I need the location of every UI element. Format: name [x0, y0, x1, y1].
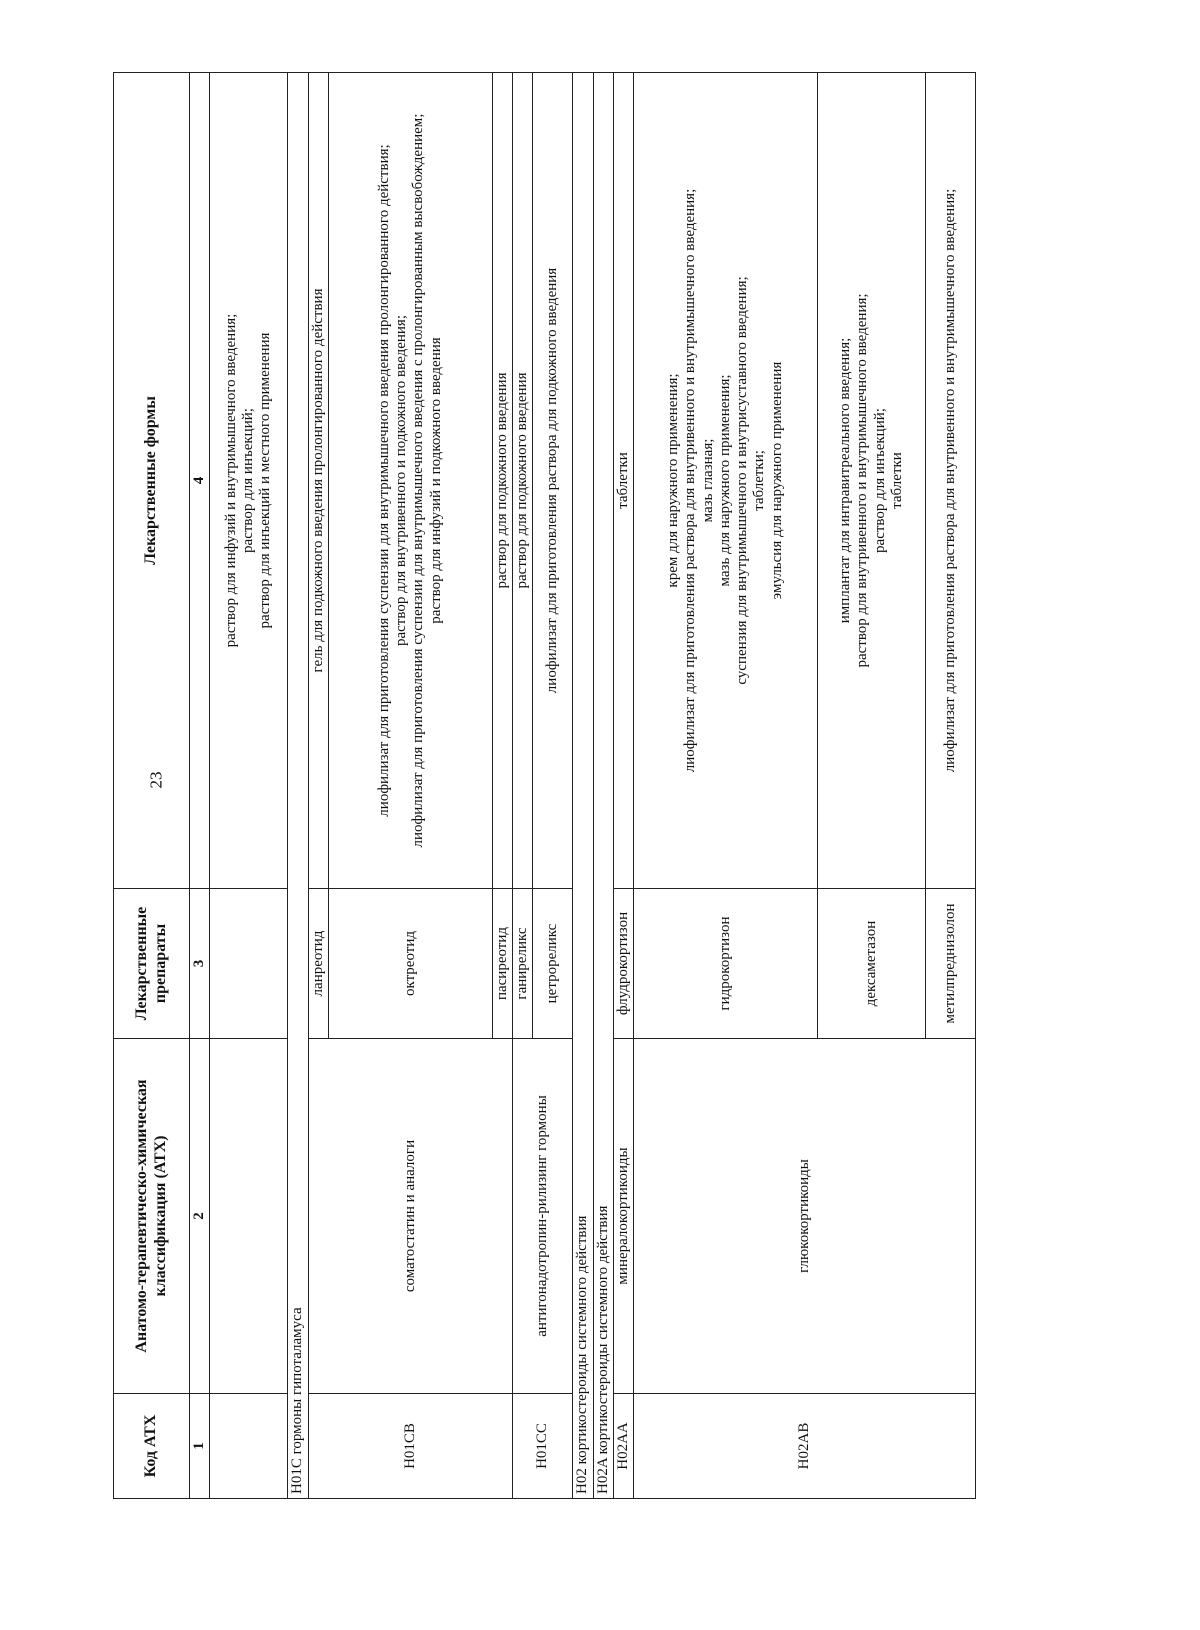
atc-table-sheet	[113, 73, 973, 1499]
table-row	[210, 73, 288, 1499]
atc-class: глюкокортикоиды	[634, 1039, 976, 1394]
col-number-4: 4	[190, 73, 210, 889]
atc-table	[113, 72, 976, 1499]
rotated-page	[113, 73, 973, 1499]
drug-form: раствор для подкожного введения	[492, 73, 512, 889]
atc-code: H02AA	[613, 1394, 633, 1499]
atc-code: H01CB	[308, 1394, 513, 1499]
col-number-1: 1	[190, 1394, 210, 1499]
forms-cell: раствор для инфузий и внутримышечного введения; раствор для инъекций; раствор для инъекций и местного применения	[210, 73, 288, 889]
drug-form: лиофилизат для приготовления раствора для подкожного введения	[533, 73, 573, 889]
drug-forms: имплантат для интравитреального введения; раствор для внутривенного и внутримышечного введения; раствор для инъекций; таблетки	[818, 73, 926, 889]
group-row-h02a: H02A кортикостероиды системного действия	[593, 73, 613, 1499]
col-number-3: 3	[190, 889, 210, 1039]
atc-code: H01CC	[513, 1394, 573, 1499]
drug-name: флудрокортизон	[613, 889, 633, 1039]
col-number-2: 2	[190, 1039, 210, 1394]
drug-name: октреотид	[328, 889, 492, 1039]
header-forms: Лекарственные формы	[114, 73, 190, 889]
drug-form: лиофилизат для приготовления раствора для внутривенного и внутримышечного введения;	[926, 73, 976, 889]
drug-form: таблетки	[613, 73, 633, 889]
drug-name: гидрокортизон	[634, 889, 818, 1039]
drug-name: ганиреликс	[513, 889, 533, 1039]
header-row	[114, 73, 190, 1499]
atc-class: соматостатин и аналоги	[308, 1039, 513, 1394]
header-code: Код АТХ	[114, 1394, 190, 1499]
atc-code: H02AB	[634, 1394, 976, 1499]
drug-form: раствор для подкожного введения	[513, 73, 533, 889]
drug-name: пасиреотид	[492, 889, 512, 1039]
atc-class: минералокортикоиды	[613, 1039, 633, 1394]
column-number-row	[190, 73, 210, 1499]
drug-forms: лиофилизат для приготовления суспензии для внутримышечного введения пролонгированного действия; раствор для внутривенного и подкожного введения; лиофилизат для приготовления суспензии для внутримышечного введения с пролонгированным высвобождением; раствор для инфузий и подкожного введения	[328, 73, 492, 889]
drug-name: ланреотид	[308, 889, 328, 1039]
drug-name: дексаметазон	[818, 889, 926, 1039]
table-row	[613, 73, 633, 1499]
drug-name: цетрореликс	[533, 889, 573, 1039]
header-drugs: Лекарственные препараты	[114, 889, 190, 1039]
group-row-h01c: H01C гормоны гипоталамуса	[288, 73, 308, 1499]
drug-form: гель для подкожного введения пролонгированного действия	[308, 73, 328, 889]
table-row	[634, 73, 818, 1499]
table-row	[513, 73, 533, 1499]
header-atc-classification: Анатомо-терапевтическо-химическая классификация (АТХ)	[114, 1039, 190, 1394]
page-number: 23	[146, 771, 166, 789]
drug-forms: крем для наружного применения; лиофилизат для приготовления раствора для внутривенного и внутримышечного введения; мазь глазная; мазь для наружного применения; суспензия для внутримышечного и внутрисуставного введения; таблетки; эмульсия для наружного применения	[634, 73, 818, 889]
drug-name: метилпреднизолон	[926, 889, 976, 1039]
table-row	[308, 73, 328, 1499]
group-row-h02: H02 кортикостероиды системного действия	[573, 73, 593, 1499]
atc-class: антигонадотропин-рилизинг гормоны	[513, 1039, 573, 1394]
